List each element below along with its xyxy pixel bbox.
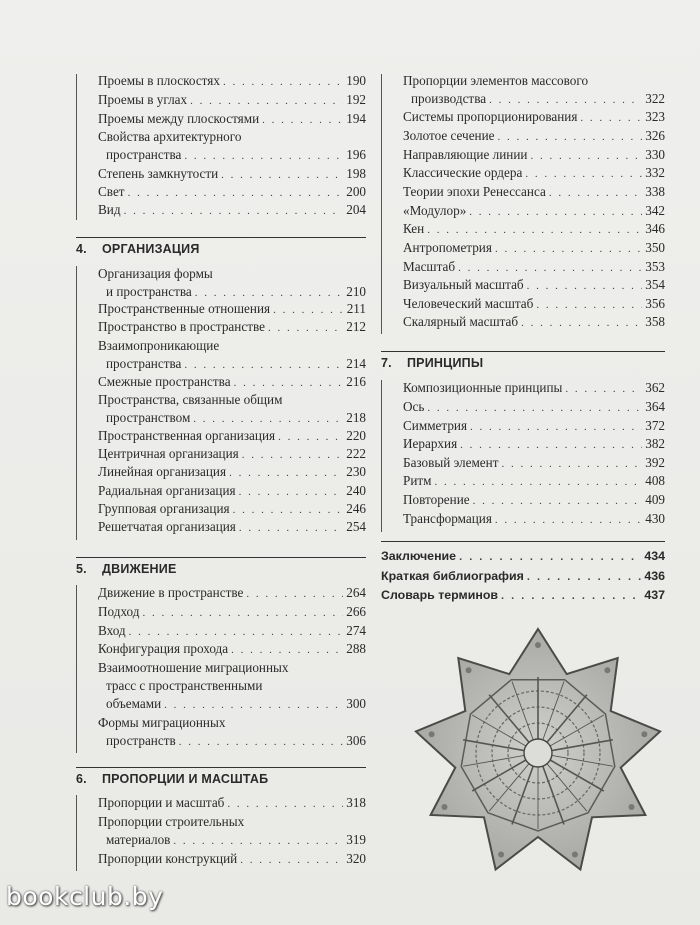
toc-entry: Проемы в плоскостях . . . 190 — [98, 72, 366, 91]
toc-entry: Антропометрия . . . 350 — [403, 239, 665, 258]
toc-entry: Трансформация . . . 430 — [403, 510, 665, 529]
chapter-heading: 6. ПРОПОРЦИИ И МАСШТАБ — [76, 772, 269, 786]
toc-entry: Групповая организация . . . 246 — [98, 500, 366, 519]
toc-entry: Линейная организация . . . 230 — [98, 463, 366, 482]
toc-entry: «Модулор» . . . 342 — [403, 202, 665, 221]
toc-entry: Проемы между плоскостями . . . 194 — [98, 110, 366, 129]
toc-entry: Кен . . . 346 — [403, 220, 665, 239]
toc-entry: Свойства архитектурного пространства . . . 196 — [98, 128, 366, 165]
chapter-rule — [76, 237, 366, 238]
indent-bar — [381, 74, 382, 334]
toc-entry: Вход . . . 274 — [98, 622, 366, 641]
toc-entry: Пространства, связанные общим пространством . . . 218 — [98, 391, 366, 428]
toc-entry: Визуальный масштаб . . . 354 — [403, 276, 665, 295]
toc-entry: Пропорции и масштаб . . . 318 — [98, 794, 366, 813]
watermark: bookclub.by — [6, 882, 164, 911]
toc-entry: Композиционные принципы . . . 362 — [403, 379, 665, 398]
toc-entry: Иерархия . . . 382 — [403, 435, 665, 454]
toc-entry: Организация формы и пространства . . . 210 — [98, 265, 366, 302]
chapter-rule — [76, 557, 366, 558]
toc-entry-glossary: Словарь терминов . . . 437 — [381, 586, 665, 605]
toc-entry: Центричная организация . . . 222 — [98, 445, 366, 464]
toc-entry: Ритм . . . 408 — [403, 472, 665, 491]
toc-entry: Радиальная организация . . . 240 — [98, 482, 366, 501]
toc-entry: Смежные пространства . . . 216 — [98, 373, 366, 392]
toc-entry: Степень замкнутости . . . 198 — [98, 165, 366, 184]
indent-bar — [76, 266, 77, 540]
chapter-heading: 4. ОРГАНИЗАЦИЯ — [76, 242, 200, 256]
toc-entry: Базовый элемент . . . 392 — [403, 454, 665, 473]
toc-entry: Решетчатая организация . . . 254 — [98, 518, 366, 537]
toc-entry: Движение в пространстве . . . 264 — [98, 584, 366, 603]
toc-entry-bibliography: Краткая библиография . . . 436 — [381, 567, 665, 586]
toc-entry: Пространственные отношения . . . 211 — [98, 300, 366, 319]
toc-entry: Проемы в углах . . . 192 — [98, 91, 366, 110]
toc-entry-conclusion: Заключение . . . 434 — [381, 547, 665, 566]
chapter-rule — [381, 541, 665, 542]
toc-entry: Взаимопроникающие пространства . . . 214 — [98, 337, 366, 374]
toc-entry: Пространственная организация . . . 220 — [98, 427, 366, 446]
indent-bar — [76, 795, 77, 871]
toc-entry: Формы миграционных пространств . . . 306 — [98, 714, 366, 751]
chapter-heading: 7. ПРИНЦИПЫ — [381, 356, 484, 370]
chapter-heading: 5. ДВИЖЕНИЕ — [76, 562, 177, 576]
toc-entry: Конфигурация прохода . . . 288 — [98, 640, 366, 659]
toc-entry: Повторение . . . 409 — [403, 491, 665, 510]
toc-entry: Пропорции элементов массового производства . . . 322 — [403, 72, 665, 109]
toc-entry: Масштаб . . . 353 — [403, 258, 665, 277]
toc-entry: Системы пропорционирования . . . 323 — [403, 108, 665, 127]
toc-entry: Человеческий масштаб . . . 356 — [403, 295, 665, 314]
indent-bar — [381, 380, 382, 532]
toc-entry: Свет . . . 200 — [98, 183, 366, 202]
toc-entry: Пропорции конструкций . . . 320 — [98, 850, 366, 869]
toc-entry: Пропорции строительных материалов . . . 319 — [98, 813, 366, 850]
toc-entry: Вид . . . 204 — [98, 201, 366, 220]
toc-entry: Пространство в пространстве . . . 212 — [98, 318, 366, 337]
toc-entry: Скалярный масштаб . . . 358 — [403, 313, 665, 332]
star-fortress-plan-icon — [410, 625, 666, 881]
toc-entry: Ось . . . 364 — [403, 398, 665, 417]
toc-entry: Теории эпохи Ренессанса . . . 338 — [403, 183, 665, 202]
toc-entry: Симметрия . . . 372 — [403, 417, 665, 436]
chapter-rule — [381, 351, 665, 352]
toc-entry: Классические ордера . . . 332 — [403, 164, 665, 183]
toc-entry: Направляющие линии . . . 330 — [403, 146, 665, 165]
toc-entry: Золотое сечение . . . 326 — [403, 127, 665, 146]
toc-entry: Взаимоотношение миграционных трасс с пространственными объемами . . . 300 — [98, 659, 366, 714]
indent-bar — [76, 74, 77, 220]
chapter-rule — [76, 767, 366, 768]
indent-bar — [76, 585, 77, 753]
toc-entry: Подход . . . 266 — [98, 603, 366, 622]
